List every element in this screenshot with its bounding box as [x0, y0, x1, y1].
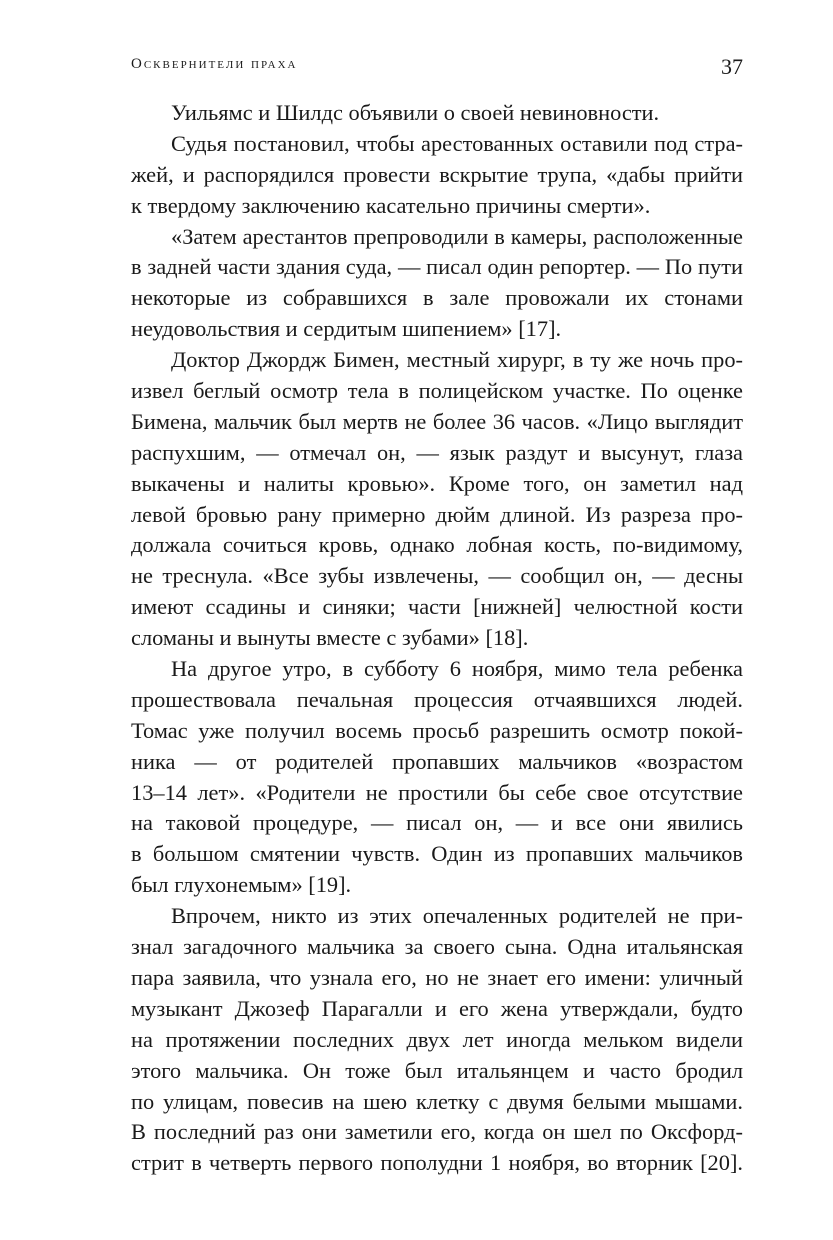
text-line: стрит в четверть первого пополудни 1 ноября, во вторник [20].: [131, 1150, 743, 1176]
text-line: левой бровью рану примерно дюйм длиной. Из разреза про-: [131, 501, 743, 527]
text-line: Бимена, мальчик был мертв не более 36 часов. «Лицо выглядит: [131, 408, 743, 434]
text-line: «Затем арестантов препроводили в камеры, расположенные: [171, 223, 743, 249]
text-line: пара заявила, что узнала его, но не знает его имени: уличный: [131, 964, 743, 990]
paragraph-1: [131, 98, 743, 129]
text-line: Уильямс и Шилдс объявили о своей невиновности.: [171, 100, 660, 125]
text-line: на таковой процедуре, — писал он, — и все они явились: [131, 810, 743, 836]
page-number: 37: [721, 54, 743, 79]
text-line: имеют ссадины и синяки; части [нижней] челюстной кости: [131, 594, 743, 620]
text-line: знал загадочного мальчика за своего сына. Одна итальянская: [131, 934, 743, 960]
text-line: по улицам, повесив на шею клетку с двумя белыми мышами.: [131, 1088, 743, 1114]
text-line: ника — от родителей пропавших мальчиков «возрастом: [131, 748, 743, 774]
text-line: 13–14 лет». «Родители не простили бы себе свое отсутствие: [131, 779, 743, 805]
text-line: прошествовала печальная процессия отчаявшихся людей.: [131, 686, 743, 712]
text-line: в задней части здания суда, — писал один репортер. — По пути: [131, 254, 743, 280]
text-line: к твердому заключению касательно причины смерти».: [131, 192, 651, 218]
text-line: На другое утро, в субботу 6 ноября, мимо тела ребенка: [171, 656, 743, 682]
text-line: этого мальчика. Он тоже был итальянцем и часто бродил: [131, 1057, 743, 1083]
running-head-title: Осквернители праха: [131, 56, 298, 72]
paragraph-2: [131, 129, 743, 222]
text-line: выкачены и налиты кровью». Кроме того, он заметил над: [131, 470, 743, 496]
text-line: был глухонемым» [19].: [131, 872, 352, 898]
text-line: В последний раз они заметили его, когда он шел по Оксфорд-: [131, 1119, 743, 1145]
text-line: в большом смятении чувств. Один из пропавших мальчиков: [131, 841, 743, 867]
text-line: Впрочем, никто из этих опечаленных родителей не при-: [171, 903, 743, 929]
text-line: распухшим, — отмечал он, — язык раздут и высунут, глаза: [131, 439, 743, 465]
paragraph-5: [131, 654, 743, 901]
text-line: Томас уже получил восемь просьб разрешить осмотр покой-: [131, 717, 743, 743]
text-line: неудовольствия и сердитым шипением» [17].: [131, 316, 562, 342]
text-line: музыкант Джозеф Парагалли и его жена утверждали, будто: [131, 995, 743, 1021]
text-line: Доктор Джордж Бимен, местный хирург, в ту же ночь про-: [171, 347, 743, 373]
text-line: некоторые из собравшихся в зале провожали их стонами: [131, 285, 743, 311]
text-line: не треснула. «Все зубы извлечены, — сообщил он, — десны: [131, 563, 743, 589]
body-text: [131, 98, 743, 1179]
paragraph-3: [131, 222, 743, 346]
paragraph-6: [131, 901, 743, 1179]
paragraph-4: [131, 345, 743, 654]
text-line: на протяжении последних двух лет иногда мельком видели: [131, 1026, 743, 1052]
text-line: Судья постановил, чтобы арестованных оставили под стра-: [171, 130, 743, 156]
text-line: сломаны и вынуты вместе с зубами» [18].: [131, 625, 529, 651]
text-line: должала сочиться кровь, однако лобная кость, по-видимому,: [131, 532, 743, 558]
text-line: извел беглый осмотр тела в полицейском участке. По оценке: [131, 378, 743, 404]
text-line: жей, и распорядился провести вскрытие трупа, «дабы прийти: [131, 161, 743, 187]
